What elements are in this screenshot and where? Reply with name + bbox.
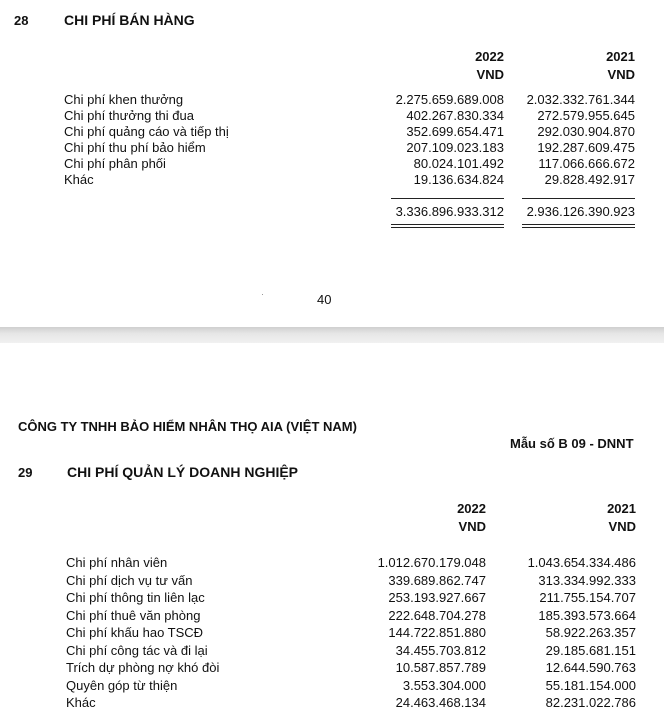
value-2022: 10.587.857.789 <box>395 660 486 675</box>
table-row <box>66 590 664 606</box>
value-2022: 34.455.703.812 <box>395 642 486 658</box>
row-label: Chi phí dịch vụ tư vấn <box>66 572 193 588</box>
row-label: Chi phí phân phối <box>64 156 166 171</box>
row-label: Chi phí thông tin liên lạc <box>66 590 205 605</box>
col-year: 2022 <box>457 501 486 516</box>
value-2022: 207.109.023.183 <box>406 140 504 155</box>
table-row <box>64 156 664 172</box>
col-year: 2021 <box>606 49 635 64</box>
table-row <box>64 108 664 124</box>
row-label: Khác <box>64 172 94 187</box>
section-28-col-2022-header <box>404 48 504 84</box>
table-row <box>64 140 664 156</box>
row-label: Chi phí công tác và đi lại <box>66 642 208 658</box>
col-year: 2022 <box>475 49 504 64</box>
value-2021: 192.287.609.475 <box>537 140 635 155</box>
value-2021: 211.755.154.707 <box>539 590 636 605</box>
value-2022: 24.463.468.134 <box>395 695 486 710</box>
section-29-col-2021-header <box>536 500 636 536</box>
section-28-col-2021-header <box>535 48 635 84</box>
value-2022: 339.689.862.747 <box>388 572 486 588</box>
company-name: CÔNG TY TNHH BẢO HIỂM NHÂN THỌ AIA (VIỆT NAM) <box>18 419 357 434</box>
row-label: Quyên góp từ thiện <box>66 677 178 693</box>
value-2021: 58.922.263.357 <box>545 625 636 640</box>
total-double-line <box>391 224 504 225</box>
col-unit: VND <box>476 67 504 82</box>
col-unit: VND <box>458 519 486 534</box>
row-label: Chi phí thuê văn phòng <box>66 607 201 623</box>
row-label: Khác <box>66 695 96 710</box>
value-2021: 29.185.681.151 <box>545 642 636 658</box>
row-label: Trích dự phòng nợ khó đòi <box>66 660 220 675</box>
value-2021: 29.828.492.917 <box>544 172 635 187</box>
row-label: Chi phí khen thưởng <box>64 92 184 107</box>
total-double-line <box>391 227 504 228</box>
value-2022: 402.267.830.334 <box>406 108 504 123</box>
col-unit: VND <box>608 519 636 534</box>
value-2022: 3.553.304.000 <box>402 677 486 693</box>
table-row <box>64 92 664 108</box>
scan-speck <box>262 294 263 295</box>
table-row <box>66 625 664 641</box>
form-code: Mẫu số B 09 - DNNT <box>510 436 634 451</box>
table-row <box>64 172 664 188</box>
section-28-number: 28 <box>14 13 29 28</box>
value-2021: 12.644.590.763 <box>545 660 636 675</box>
section-29-title: CHI PHÍ QUẢN LÝ DOANH NGHIỆP <box>67 464 299 480</box>
value-2021: 2.032.332.761.344 <box>526 92 635 107</box>
row-label: Chi phí quảng cáo và tiếp thị <box>64 124 229 139</box>
page-40 <box>0 0 664 327</box>
value-2021: 82.231.022.786 <box>545 695 636 710</box>
total-double-line <box>522 224 635 225</box>
row-label: Chi phí khấu hao TSCĐ <box>66 625 204 640</box>
total-2022: 3.336.896.933.312 <box>395 204 504 219</box>
section-29-col-2022-header <box>386 500 486 536</box>
row-label: Chi phí nhân viên <box>66 555 168 570</box>
value-2021: 117.066.666.672 <box>538 156 635 171</box>
table-row <box>66 660 664 676</box>
value-2022: 80.024.101.492 <box>413 156 504 171</box>
total-2021: 2.936.126.390.923 <box>526 204 635 219</box>
table-row <box>66 608 664 624</box>
col-year: 2021 <box>607 501 636 516</box>
table-row <box>66 573 664 589</box>
page-separator <box>0 327 664 343</box>
section-29-number: 29 <box>18 465 33 480</box>
value-2021: 55.181.154.000 <box>545 677 636 693</box>
table-row <box>66 695 664 711</box>
subtotal-line <box>522 198 635 199</box>
total-double-line <box>522 227 635 228</box>
value-2022: 19.136.634.824 <box>413 172 504 187</box>
value-2022: 253.193.927.667 <box>388 590 486 605</box>
table-row <box>66 555 664 571</box>
value-2021: 272.579.955.645 <box>537 108 635 123</box>
section-28-title: CHI PHÍ BÁN HÀNG <box>64 12 195 28</box>
value-2021: 1.043.654.334.486 <box>527 555 636 570</box>
row-label: Chi phí thưởng thi đua <box>64 108 194 123</box>
subtotal-line <box>391 198 504 199</box>
table-row <box>66 643 664 659</box>
section-28-total-row <box>0 204 664 220</box>
value-2021: 313.334.992.333 <box>538 572 636 588</box>
table-row <box>66 678 664 694</box>
value-2022: 352.699.654.471 <box>406 124 504 139</box>
value-2022: 222.648.704.278 <box>388 607 486 623</box>
value-2021: 292.030.904.870 <box>537 124 635 139</box>
col-unit: VND <box>607 67 635 82</box>
table-row <box>64 124 664 140</box>
value-2022: 1.012.670.179.048 <box>377 555 486 570</box>
value-2022: 2.275.659.689.008 <box>395 92 504 107</box>
row-label: Chi phí thu phí bảo hiểm <box>64 140 206 155</box>
value-2021: 185.393.573.664 <box>538 607 636 623</box>
value-2022: 144.722.851.880 <box>388 625 486 640</box>
page-number: 40 <box>317 292 332 307</box>
